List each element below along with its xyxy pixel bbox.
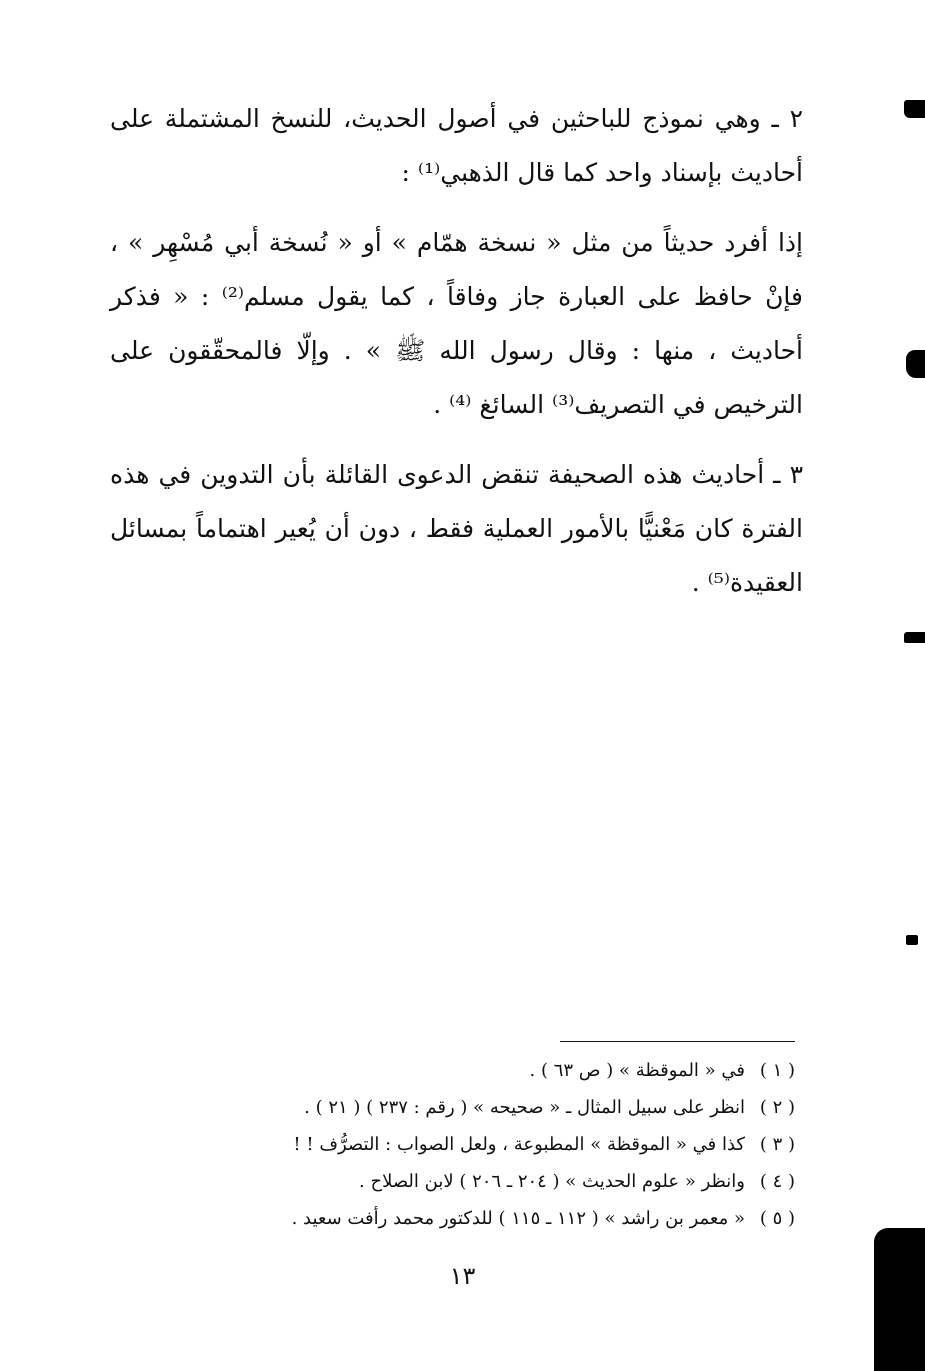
main-text bbox=[110, 92, 803, 626]
footnote-separator bbox=[560, 1041, 795, 1042]
footnotes bbox=[120, 1052, 795, 1237]
scan-edge-mark bbox=[906, 935, 918, 945]
footnote-text: « معمر بن راشد » ( ١١٢ ـ ١١٥ ) للدكتور محمد رأفت سعيد . bbox=[291, 1208, 745, 1229]
footnote-item bbox=[120, 1126, 795, 1163]
paragraph-point-2: ٢ ـ وهي نموذج للباحثين في أصول الحديث، للنسخ المشتملة على أحاديث بإسناد واحد كما قال الذهبي⁽¹⁾ : bbox=[110, 104, 803, 187]
footnote-item bbox=[120, 1200, 795, 1237]
footnote-text: انظر على سبيل المثال ـ « صحيحه » ( رقم : ٢٣٧ ) ( ٢١ ) . bbox=[304, 1097, 745, 1118]
footnote-text: وانظر « علوم الحديث » ( ٢٠٤ ـ ٢٠٦ ) لابن الصلاح . bbox=[359, 1171, 745, 1192]
scan-edge-mark bbox=[904, 100, 925, 118]
footnote-number: ( ١ ) bbox=[759, 1060, 795, 1081]
scan-edge-mark bbox=[906, 350, 925, 378]
paragraph-quote: إذا أفرد حديثاً من مثل « نسخة همّام » أو « نُسخة أبي مُسْهِر » ، فإنْ حافظ على العبارة جاز وفاقاً ، كما يقول مسلم⁽²⁾ : « فذكر أحاديث ، منها : وقال رسول الله ﷺ » . وإلّا فالمحقّقون على الترخيص في التصريف⁽³⁾ السائغ ⁽⁴⁾ . bbox=[110, 228, 804, 419]
footnote-text: في « الموقظة » ( ص ٦٣ ) . bbox=[529, 1060, 745, 1081]
paragraph-point-3: ٣ ـ أحاديث هذه الصحيفة تنقض الدعوى القائلة بأن التدوين في هذه الفترة كان مَعْنيًّا بالأمور العملية فقط ، دون أن يُعير اهتماماً بمسائل العقيدة⁽⁵⁾ . bbox=[110, 460, 803, 597]
footnote-text: كذا في « الموقظة » المطبوعة ، ولعل الصواب : التصرُّف ! ! bbox=[293, 1134, 745, 1155]
footnote-item bbox=[120, 1163, 795, 1200]
footnote-item bbox=[120, 1052, 795, 1089]
footnote-number: ( ٢ ) bbox=[759, 1097, 795, 1118]
footnote-number: ( ٤ ) bbox=[759, 1171, 795, 1192]
page-number: ١٣ bbox=[449, 1262, 476, 1290]
scan-edge-mark bbox=[904, 632, 925, 643]
footnote-item bbox=[120, 1089, 795, 1126]
scan-edge-mark bbox=[874, 1228, 925, 1371]
footnote-number: ( ٥ ) bbox=[759, 1208, 795, 1229]
footnote-number: ( ٣ ) bbox=[759, 1134, 795, 1155]
